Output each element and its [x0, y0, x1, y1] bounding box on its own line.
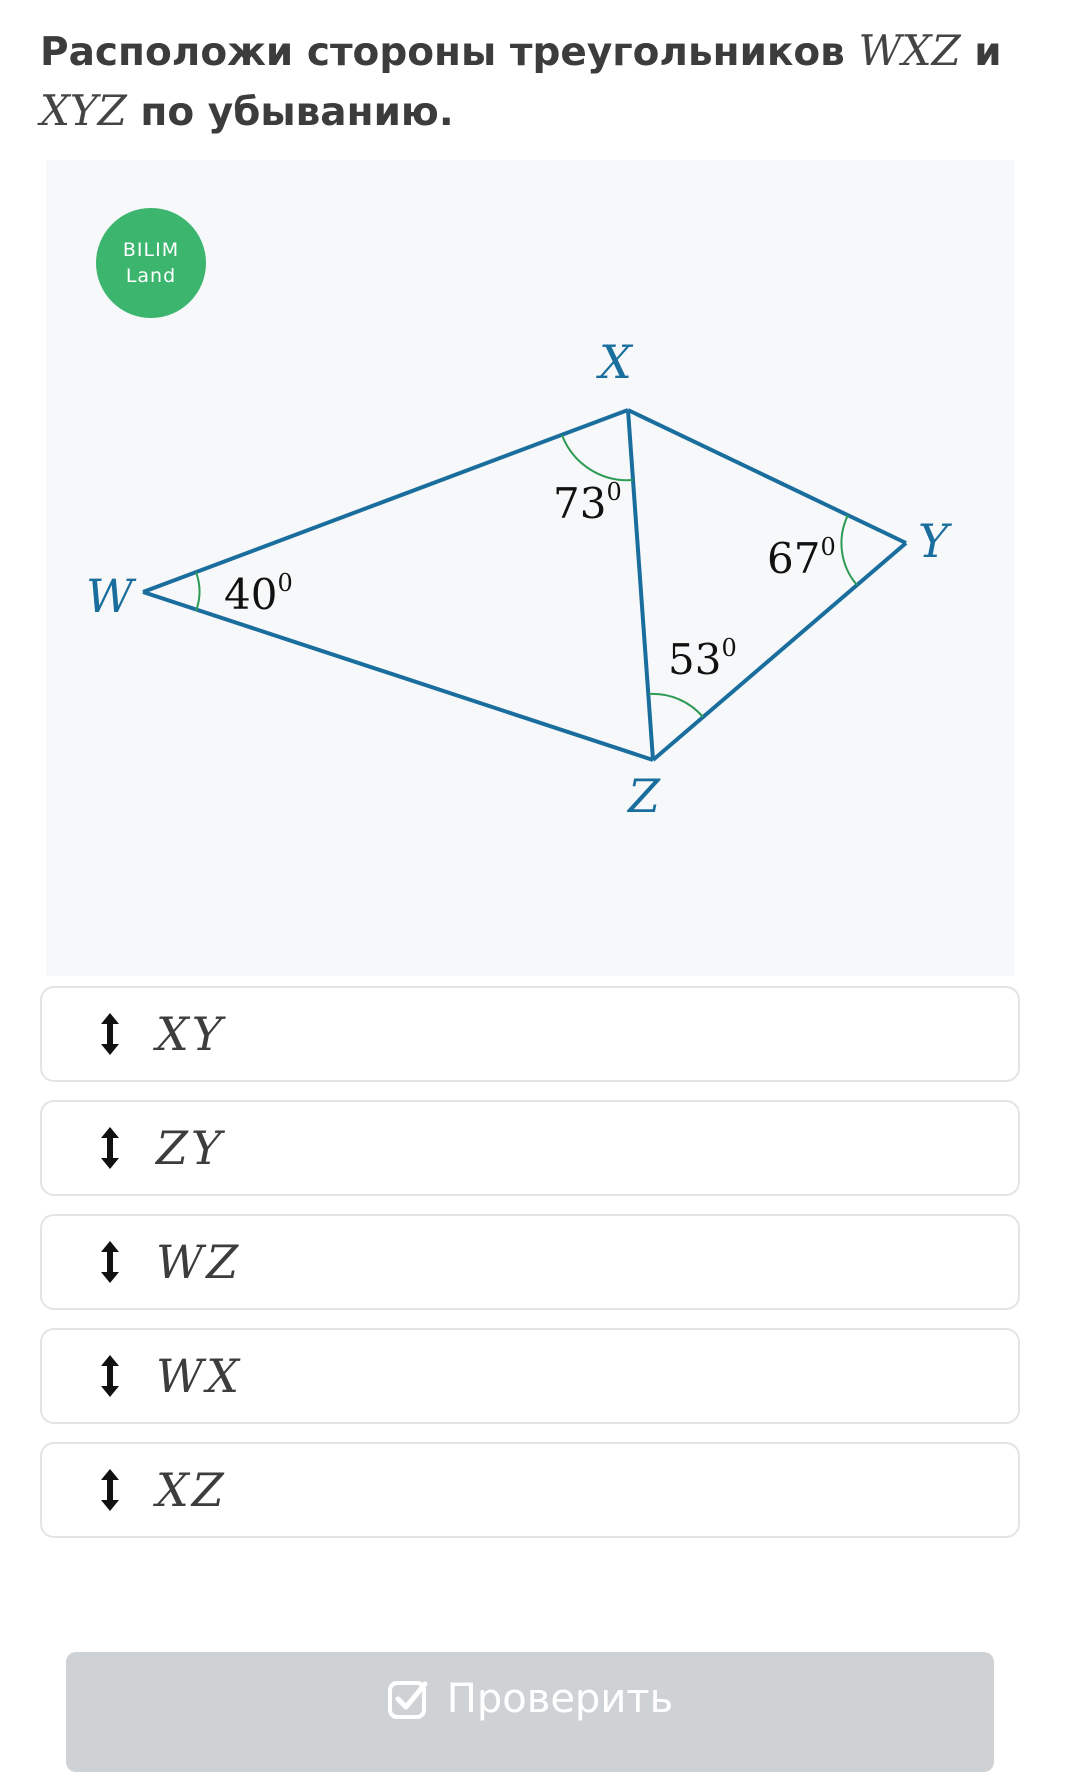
- answer-item-label: WX: [156, 1349, 243, 1403]
- vertex-label-y: Y: [918, 514, 949, 568]
- side-xy: [628, 410, 906, 543]
- angle-arc-z: [649, 694, 703, 717]
- angle-arc-y: [841, 515, 857, 585]
- vertex-label-w: W: [86, 569, 134, 623]
- sortable-answer-list: [40, 986, 1020, 1556]
- question-text-after: по убыванию.: [126, 90, 454, 135]
- triangle-name-1: WXZ: [858, 26, 961, 75]
- drag-arrows-icon[interactable]: [90, 1125, 130, 1171]
- angle-arc-x: [562, 435, 633, 480]
- question-text-middle: и: [960, 30, 1002, 75]
- answer-item-label: ZY: [156, 1121, 225, 1175]
- answer-item[interactable]: [40, 1328, 1020, 1424]
- drag-arrows-icon[interactable]: [90, 1011, 130, 1057]
- check-button-label: Проверить: [446, 1676, 674, 1722]
- answer-item[interactable]: [40, 1442, 1020, 1538]
- check-square-icon: [387, 1678, 429, 1720]
- geometry-figure: [46, 160, 1014, 976]
- angle-value-y: $67^0$: [767, 533, 836, 583]
- logo-line-2: Land: [125, 265, 177, 287]
- logo-line-1: BILIM: [122, 239, 180, 261]
- vertex-label-z: Z: [628, 769, 660, 823]
- answer-item[interactable]: [40, 986, 1020, 1082]
- side-wz: [143, 592, 653, 760]
- angle-value-w: $40^0$: [224, 569, 293, 619]
- answer-item[interactable]: [40, 1100, 1020, 1196]
- answer-item[interactable]: [40, 1214, 1020, 1310]
- answer-item-label: WZ: [156, 1235, 242, 1289]
- triangle-name-2: XYZ: [40, 86, 127, 135]
- drag-arrows-icon[interactable]: [90, 1353, 130, 1399]
- angle-value-x: $73^0$: [553, 478, 622, 528]
- answer-item-label: XZ: [156, 1463, 227, 1517]
- drag-arrows-icon[interactable]: [90, 1467, 130, 1513]
- drag-arrows-icon[interactable]: [90, 1239, 130, 1285]
- triangles-diagram: [46, 160, 1014, 976]
- question-text: [40, 22, 1040, 142]
- answer-item-label: XY: [156, 1007, 226, 1061]
- check-button[interactable]: [66, 1652, 994, 1772]
- side-xz: [628, 410, 653, 760]
- question-text-before: Расположи стороны треугольников: [40, 30, 859, 75]
- angle-arc-w: [196, 572, 199, 611]
- vertex-label-x: X: [599, 335, 632, 389]
- angle-value-z: $53^0$: [668, 634, 737, 684]
